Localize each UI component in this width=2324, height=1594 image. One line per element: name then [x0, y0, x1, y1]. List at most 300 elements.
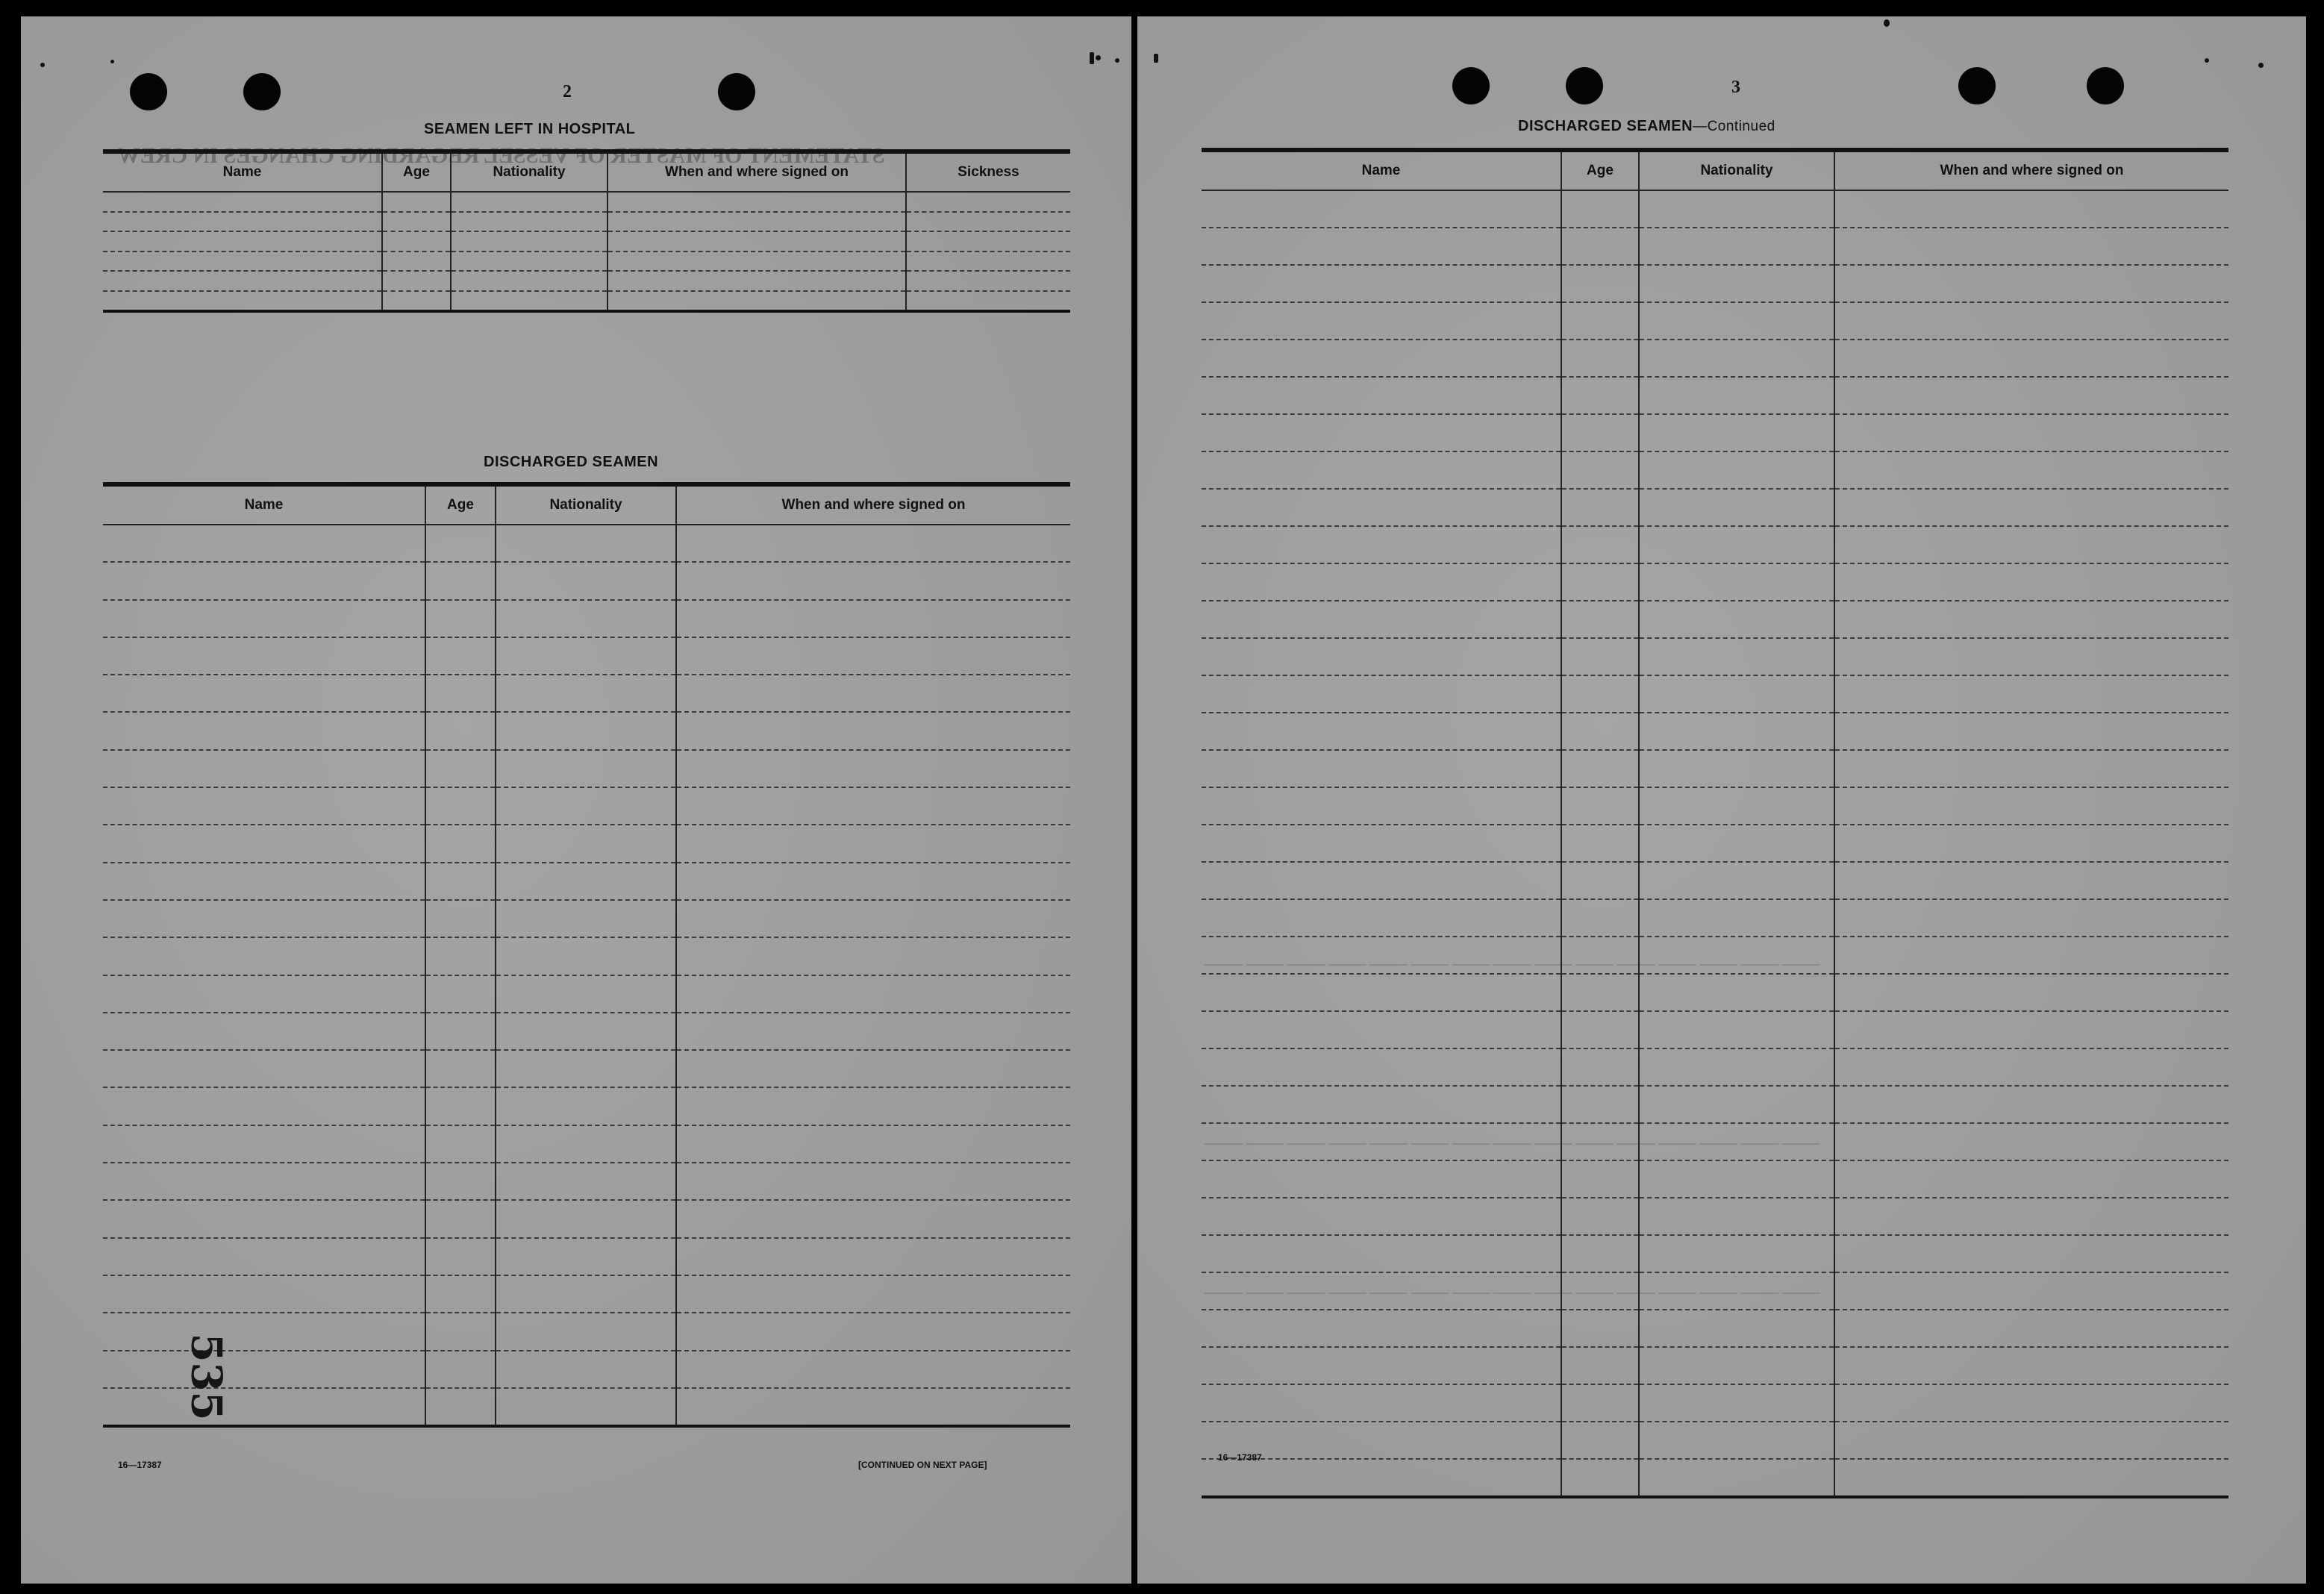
table-cell [1202, 190, 1561, 228]
table-cell [1561, 1310, 1639, 1347]
table-cell [425, 1200, 496, 1237]
table-cell [1639, 1086, 1834, 1123]
table-row [1202, 601, 2228, 638]
table-row [103, 975, 1070, 1013]
table-cell [1202, 638, 1561, 675]
column-header-name: Name [103, 151, 382, 192]
bleed-through-text: ——— ——— ——— ——— ——— ——— ——— ——— ——— ——— ——— ——— ——— ——— ——— [1205, 957, 1820, 971]
discharged-section-title: DISCHARGED SEAMEN [484, 454, 659, 470]
table-row [103, 1013, 1070, 1050]
table-cell [425, 975, 496, 1013]
table-row [103, 863, 1070, 900]
table-cell [1834, 1086, 2228, 1123]
table-cell [425, 1351, 496, 1388]
table-cell [1639, 1198, 1834, 1235]
table-row [1202, 340, 2228, 377]
table-cell [1202, 563, 1561, 601]
table-cell [1561, 414, 1639, 451]
table-row [1202, 899, 2228, 937]
column-header-age: Age [382, 151, 451, 192]
table-cell [1834, 414, 2228, 451]
table-cell [1561, 825, 1639, 862]
table-cell [451, 212, 607, 232]
table-cell [496, 1238, 676, 1275]
table-cell [676, 1313, 1070, 1350]
table-cell [1202, 526, 1561, 563]
table-cell [1834, 451, 2228, 489]
table-cell [607, 192, 906, 212]
table-cell [1561, 601, 1639, 638]
table-cell [1834, 1048, 2228, 1086]
table-cell [676, 1388, 1070, 1426]
punch-hole [2087, 67, 2124, 104]
table-cell [676, 1238, 1070, 1275]
table-cell [103, 675, 425, 712]
table-row [1202, 1422, 2228, 1459]
column-header-age: Age [425, 484, 496, 525]
table-row [1202, 414, 2228, 451]
table-row [1202, 302, 2228, 340]
table-row [103, 1125, 1070, 1163]
table-cell [1639, 1384, 1834, 1422]
table-cell [1834, 526, 2228, 563]
table-cell [103, 1238, 425, 1275]
table-cell [382, 212, 451, 232]
speck [2205, 58, 2209, 63]
table-cell [496, 1200, 676, 1237]
table-cell [425, 825, 496, 862]
table-cell [1561, 526, 1639, 563]
table-cell [1202, 1459, 1561, 1497]
table-cell [103, 1163, 425, 1200]
table-cell [676, 637, 1070, 675]
table-cell [1561, 265, 1639, 302]
table-cell [103, 291, 382, 312]
table-cell [1834, 1347, 2228, 1384]
table-cell [1561, 713, 1639, 750]
table-row [1202, 862, 2228, 899]
table-row [1202, 1160, 2228, 1198]
table-row [103, 787, 1070, 825]
table-cell [425, 1125, 496, 1163]
table-cell [1202, 1048, 1561, 1086]
continued-note: [CONTINUED ON NEXT PAGE] [858, 1460, 987, 1470]
hospital-table [103, 149, 1070, 313]
table-cell [496, 675, 676, 712]
table-row [103, 637, 1070, 675]
table-cell [1639, 228, 1834, 265]
table-row [1202, 1048, 2228, 1086]
table-cell [676, 750, 1070, 787]
column-header-nationality: Nationality [451, 151, 607, 192]
table-cell [1639, 265, 1834, 302]
table-cell [1202, 862, 1561, 899]
table-cell [1561, 1011, 1639, 1048]
table-cell [425, 1013, 496, 1050]
table-cell [676, 562, 1070, 599]
table-row [1202, 1198, 2228, 1235]
column-header-signed-on: When and where signed on [676, 484, 1070, 525]
table-cell [1834, 1123, 2228, 1160]
punch-hole [1452, 67, 1490, 104]
table-cell [451, 192, 607, 212]
table-cell [1561, 489, 1639, 526]
table-cell [676, 675, 1070, 712]
table-cell [382, 231, 451, 251]
table-cell [1202, 899, 1561, 937]
table-cell [1639, 899, 1834, 937]
table-cell [496, 863, 676, 900]
table-row [103, 231, 1070, 251]
table-cell [1639, 787, 1834, 825]
table-row [103, 1050, 1070, 1087]
punch-hole [130, 73, 167, 110]
discharged-continued-title: DISCHARGED SEAMEN—Continued [1518, 118, 1775, 134]
table-cell [676, 1125, 1070, 1163]
table-cell [906, 192, 1070, 212]
table-cell [1561, 1422, 1639, 1459]
hospital-section-title: SEAMEN LEFT IN HOSPITAL [424, 121, 636, 137]
table-cell [103, 562, 425, 599]
table-cell [1202, 974, 1561, 1011]
table-cell [496, 825, 676, 862]
table-row [103, 1351, 1070, 1388]
table-cell [1639, 862, 1834, 899]
left-page [21, 16, 1131, 1584]
table-cell [906, 291, 1070, 312]
table-cell [496, 750, 676, 787]
table-row [103, 251, 1070, 272]
speck [1096, 55, 1101, 60]
table-cell [103, 825, 425, 862]
table-row [1202, 451, 2228, 489]
table-cell [1834, 937, 2228, 974]
table-row [103, 1200, 1070, 1237]
table-cell [1561, 1086, 1639, 1123]
table-row [1202, 228, 2228, 265]
table-row [1202, 787, 2228, 825]
table-cell [425, 712, 496, 749]
table-row [103, 1087, 1070, 1125]
table-cell [1834, 825, 2228, 862]
table-cell [1834, 1235, 2228, 1272]
table-cell [1202, 414, 1561, 451]
table-row [1202, 526, 2228, 563]
table-cell [676, 1275, 1070, 1313]
table-cell [496, 600, 676, 637]
table-cell [1202, 302, 1561, 340]
table-row [1202, 377, 2228, 414]
speck [40, 63, 45, 67]
table-cell [1639, 377, 1834, 414]
table-row [103, 562, 1070, 599]
table-row [103, 1313, 1070, 1350]
table-cell [103, 1275, 425, 1313]
column-header-name: Name [1202, 150, 1561, 190]
table-cell [607, 212, 906, 232]
table-cell [1561, 1384, 1639, 1422]
table-cell [103, 975, 425, 1013]
table-cell [1561, 340, 1639, 377]
table-cell [1561, 787, 1639, 825]
table-cell [1202, 1086, 1561, 1123]
table-row [1202, 825, 2228, 862]
table-cell [496, 1388, 676, 1426]
table-cell [1639, 1459, 1834, 1497]
table-row [103, 291, 1070, 312]
table-row [103, 1163, 1070, 1200]
table-cell [103, 1200, 425, 1237]
table-cell [676, 900, 1070, 937]
bleed-through-text: ——— ——— ——— ——— ——— ——— ——— ——— ——— ——— ——— ——— ——— ——— ——— [1205, 1136, 1820, 1150]
table-cell [1202, 265, 1561, 302]
table-cell [676, 937, 1070, 975]
table-cell [451, 231, 607, 251]
table-cell [676, 1087, 1070, 1125]
table-cell [103, 212, 382, 232]
table-cell [425, 1388, 496, 1426]
table-row [1202, 713, 2228, 750]
table-cell [1834, 377, 2228, 414]
table-row [1202, 489, 2228, 526]
table-cell [425, 863, 496, 900]
table-cell [1639, 1310, 1834, 1347]
table-cell [103, 937, 425, 975]
table-cell [496, 1050, 676, 1087]
table-cell [1834, 675, 2228, 713]
table-cell [676, 1351, 1070, 1388]
table-cell [676, 1163, 1070, 1200]
table-cell [607, 291, 906, 312]
table-cell [496, 900, 676, 937]
table-cell [103, 863, 425, 900]
speck [1115, 58, 1119, 63]
table-row [103, 675, 1070, 712]
table-cell [1834, 190, 2228, 228]
table-row [1202, 1086, 2228, 1123]
table-cell [496, 1351, 676, 1388]
table-cell [425, 562, 496, 599]
table-cell [1834, 302, 2228, 340]
table-row [103, 212, 1070, 232]
table-cell [1834, 713, 2228, 750]
table-cell [425, 750, 496, 787]
form-number: 16—17387 [118, 1460, 162, 1470]
table-cell [1639, 489, 1834, 526]
handwritten-number: 535 [181, 1333, 231, 1421]
table-row [103, 750, 1070, 787]
table-cell [676, 975, 1070, 1013]
table-cell [103, 787, 425, 825]
punch-hole [718, 73, 755, 110]
table-cell [1639, 302, 1834, 340]
table-cell [496, 1163, 676, 1200]
table-cell [1561, 1347, 1639, 1384]
punch-hole [1958, 67, 1996, 104]
table-cell [1834, 1459, 2228, 1497]
table-cell [1202, 1160, 1561, 1198]
table-cell [1561, 974, 1639, 1011]
table-cell [1202, 750, 1561, 787]
speck [1154, 54, 1158, 63]
table-cell [1834, 265, 2228, 302]
table-cell [451, 251, 607, 272]
table-row [1202, 1310, 2228, 1347]
speck [1090, 52, 1094, 64]
column-header-signed-on: When and where signed on [1834, 150, 2228, 190]
table-cell [676, 1200, 1070, 1237]
table-cell [425, 675, 496, 712]
table-cell [1639, 1235, 1834, 1272]
table-cell [103, 1351, 425, 1388]
table-cell [676, 863, 1070, 900]
bleed-through-text: ——— ——— ——— ——— ——— ——— ——— ——— ——— ——— ——— ——— ——— ——— ——— [1205, 1285, 1820, 1299]
table-cell [1834, 1310, 2228, 1347]
table-cell [676, 525, 1070, 562]
table-row [1202, 563, 2228, 601]
table-cell [1202, 787, 1561, 825]
table-row [1202, 190, 2228, 228]
table-cell [425, 1050, 496, 1087]
column-header-nationality: Nationality [496, 484, 676, 525]
table-cell [1834, 340, 2228, 377]
table-cell [382, 271, 451, 291]
table-cell [382, 291, 451, 312]
table-cell [1639, 526, 1834, 563]
table-cell [1561, 563, 1639, 601]
table-cell [425, 600, 496, 637]
table-row [1202, 1235, 2228, 1272]
table-cell [1639, 340, 1834, 377]
table-cell [1834, 1422, 2228, 1459]
table-cell [676, 1013, 1070, 1050]
table-cell [1561, 228, 1639, 265]
table-cell [676, 1050, 1070, 1087]
table-cell [906, 231, 1070, 251]
table-cell [496, 637, 676, 675]
table-cell [103, 1313, 425, 1350]
table-row [1202, 675, 2228, 713]
table-cell [1561, 190, 1639, 228]
table-cell [1561, 638, 1639, 675]
table-cell [1639, 414, 1834, 451]
table-cell [1561, 1459, 1639, 1497]
punch-hole [243, 73, 281, 110]
table-row [1202, 1011, 2228, 1048]
table-cell [1202, 340, 1561, 377]
discharged-table-header [103, 484, 1070, 525]
right-page [1137, 16, 2306, 1584]
table-cell [103, 750, 425, 787]
table-cell [496, 975, 676, 1013]
table-cell [1561, 451, 1639, 489]
table-cell [1202, 601, 1561, 638]
table-cell [1561, 750, 1639, 787]
table-row [1202, 265, 2228, 302]
discharged-continued-table-header [1202, 150, 2228, 190]
table-cell [103, 1087, 425, 1125]
table-cell [1202, 228, 1561, 265]
table-row [103, 712, 1070, 749]
table-cell [1561, 1235, 1639, 1272]
punch-hole [1566, 67, 1603, 104]
table-cell [496, 562, 676, 599]
table-cell [103, 1050, 425, 1087]
table-row [1202, 638, 2228, 675]
table-cell [103, 271, 382, 291]
table-cell [496, 525, 676, 562]
table-cell [1202, 489, 1561, 526]
table-cell [1561, 1048, 1639, 1086]
table-row [103, 1388, 1070, 1426]
table-cell [1834, 638, 2228, 675]
table-row [103, 900, 1070, 937]
table-cell [1639, 638, 1834, 675]
table-cell [425, 1313, 496, 1350]
table-cell [1639, 190, 1834, 228]
table-cell [1834, 1011, 2228, 1048]
table-cell [1202, 451, 1561, 489]
table-cell [425, 787, 496, 825]
column-header-nationality: Nationality [1639, 150, 1834, 190]
table-cell [676, 712, 1070, 749]
table-cell [1639, 974, 1834, 1011]
bleed-through-text: STATEMENT OF MASTER OF VESSEL REGARDING CHANGES IN CREW [118, 143, 885, 168]
table-cell [1202, 377, 1561, 414]
table-cell [1561, 377, 1639, 414]
table-cell [496, 1013, 676, 1050]
table-cell [1202, 1235, 1561, 1272]
table-cell [1639, 675, 1834, 713]
table-cell [906, 271, 1070, 291]
table-cell [425, 1238, 496, 1275]
table-cell [1639, 563, 1834, 601]
table-cell [906, 212, 1070, 232]
table-cell [451, 271, 607, 291]
table-cell [451, 291, 607, 312]
table-cell [1202, 713, 1561, 750]
table-cell [1202, 825, 1561, 862]
table-row [103, 271, 1070, 291]
table-cell [1639, 601, 1834, 638]
table-cell [103, 1125, 425, 1163]
table-cell [103, 712, 425, 749]
table-cell [1834, 899, 2228, 937]
table-cell [1561, 899, 1639, 937]
column-header-name: Name [103, 484, 425, 525]
table-cell [1834, 228, 2228, 265]
speck [110, 60, 114, 63]
table-cell [607, 251, 906, 272]
form-number: 16—17387 [1218, 1452, 1262, 1463]
column-header-signed-on: When and where signed on [607, 151, 906, 192]
table-cell [1834, 1160, 2228, 1198]
table-row [1202, 1384, 2228, 1422]
table-cell [1639, 1011, 1834, 1048]
table-row [1202, 750, 2228, 787]
table-cell [906, 251, 1070, 272]
table-cell [103, 1013, 425, 1050]
table-cell [676, 825, 1070, 862]
speck [1884, 19, 1890, 27]
page-number: 3 [1731, 78, 1740, 97]
table-cell [1202, 1310, 1561, 1347]
table-row [103, 192, 1070, 212]
table-cell [1834, 489, 2228, 526]
table-cell [1561, 862, 1639, 899]
table-cell [1834, 601, 2228, 638]
table-row [103, 1238, 1070, 1275]
